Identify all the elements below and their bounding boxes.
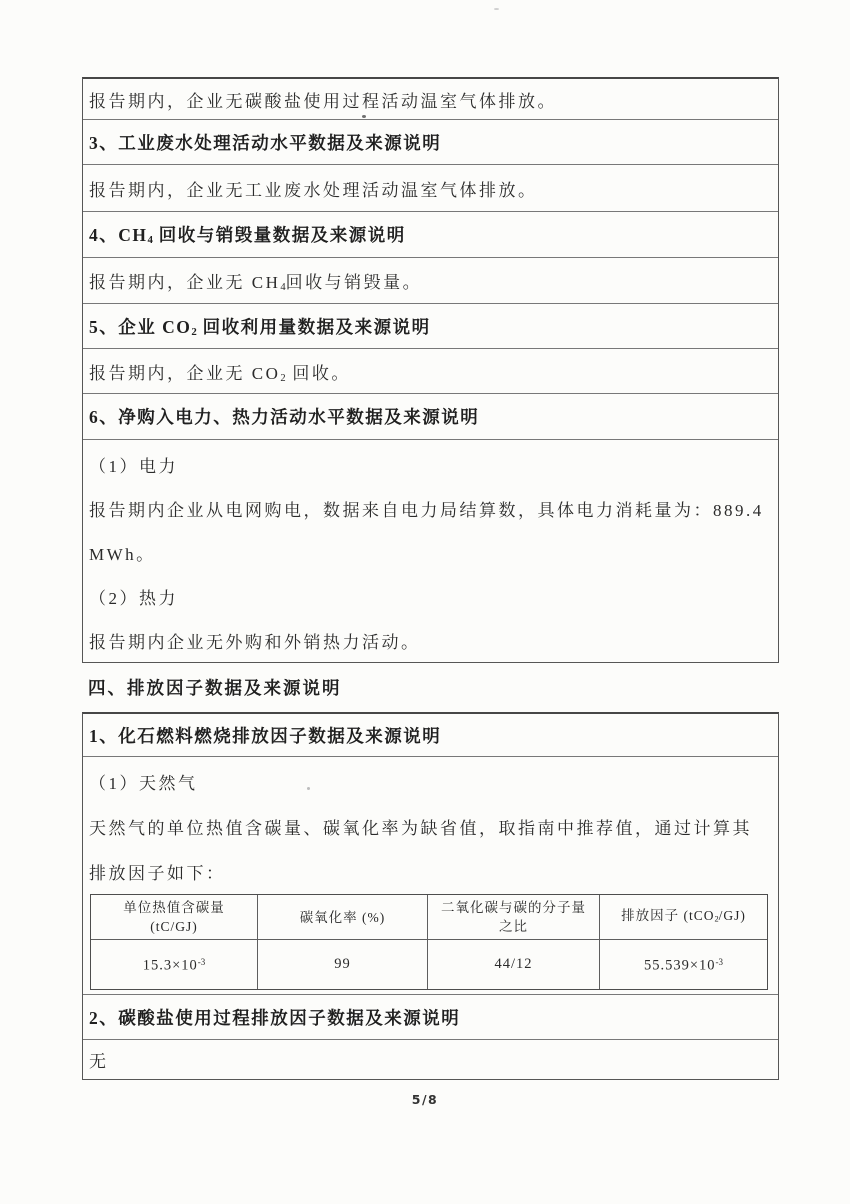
row-text: 报告期内，企业无工业废水处理活动温室气体排放。 [89, 180, 538, 200]
natural-gas-factor-table [90, 894, 768, 990]
table-row-none [83, 1040, 778, 1079]
factor-table-header-row [91, 895, 767, 940]
row-text: 1、化石燃料燃烧排放因子数据及来源说明 [89, 725, 442, 746]
header-molecular-ratio: 二氧化碳与碳的分子量 之比 [428, 895, 600, 939]
table-row-carbonate-note [83, 79, 778, 120]
section-heading: 四、排放因子数据及来源说明 [88, 678, 342, 698]
superscript: -3 [715, 957, 724, 968]
row-text: 5、企业 CO2 回收利用量数据及来源说明 [89, 316, 431, 338]
detail-line: （1）天然气 [89, 774, 198, 793]
subscript: 4 [280, 281, 286, 293]
header-carbon-content: 单位热值含碳量 (tC/GJ) [91, 895, 258, 939]
table-row-ch4-heading [83, 212, 778, 258]
table-row-ch4-note [83, 258, 778, 304]
header-emission-factor: 排放因子 (tCO2/GJ) [621, 907, 746, 924]
row-text: 无 [89, 1052, 109, 1071]
table-row-fossil-fuel-heading [83, 714, 778, 757]
row-text: 4、CH4 回收与销毁量数据及来源说明 [89, 225, 406, 246]
table-row-wastewater-heading [83, 120, 778, 165]
page-number: 5/8 [411, 1092, 439, 1107]
row-text: 6、净购入电力、热力活动水平数据及来源说明 [89, 407, 480, 427]
detail-line: 排放因子如下： [89, 864, 226, 883]
emission-factor-table [82, 712, 779, 1080]
detail-line: 天然气的单位热值含碳量、碳氧化率为缺省值，取指南中推荐值，通过计算其 [89, 819, 752, 838]
table-row-wastewater-note [83, 165, 778, 212]
subscript: 4 [147, 233, 153, 246]
table-row-power-heat-heading [83, 394, 778, 440]
row-text: 3、工业废水处理活动水平数据及来源说明 [89, 132, 442, 153]
value-carbon-content: $15.3\times 10^{-3}$ [91, 940, 258, 989]
table-row-power-heat-detail [83, 440, 778, 662]
subscript: 2 [714, 914, 719, 924]
subscript: 2 [280, 372, 286, 384]
row-text: 报告期内，企业无碳酸盐使用过程活动温室气体排放。 [89, 91, 557, 111]
activity-data-table [82, 77, 779, 663]
factor-table-value-row [91, 940, 767, 989]
row-text: 报告期内，企业无 CH4回收与销毁量。 [89, 273, 423, 293]
detail-line: 报告期内企业从电网购电，数据来自电力局结算数，具体电力消耗量为：889.4 [89, 500, 764, 520]
subscript: 2 [191, 325, 197, 338]
table-row-natural-gas-detail [83, 757, 778, 995]
detail-line: （1）电力 [89, 456, 178, 476]
value-molecular-ratio: 44/12 [428, 940, 600, 989]
header-oxidation-rate: 碳氧化率 (%) [258, 895, 428, 939]
detail-line: 报告期内企业无外购和外销热力活动。 [89, 632, 421, 652]
scan-speck [494, 8, 499, 10]
superscript: -3 [197, 957, 206, 968]
value-oxidation-rate: 99 [258, 940, 428, 989]
value-emission-factor: $55.539\times 10^{-3}$ [643, 957, 724, 974]
row-text: 报告期内，企业无 CO2 回收。 [89, 363, 351, 384]
detail-line: （2）热力 [89, 588, 178, 608]
table-row-co2-note [83, 349, 778, 394]
row-text: 2、碳酸盐使用过程排放因子数据及来源说明 [89, 1007, 461, 1028]
table-row-carbonate-factor-heading [83, 995, 778, 1040]
table-row-co2-heading [83, 304, 778, 349]
detail-line: MWh。 [89, 544, 156, 564]
